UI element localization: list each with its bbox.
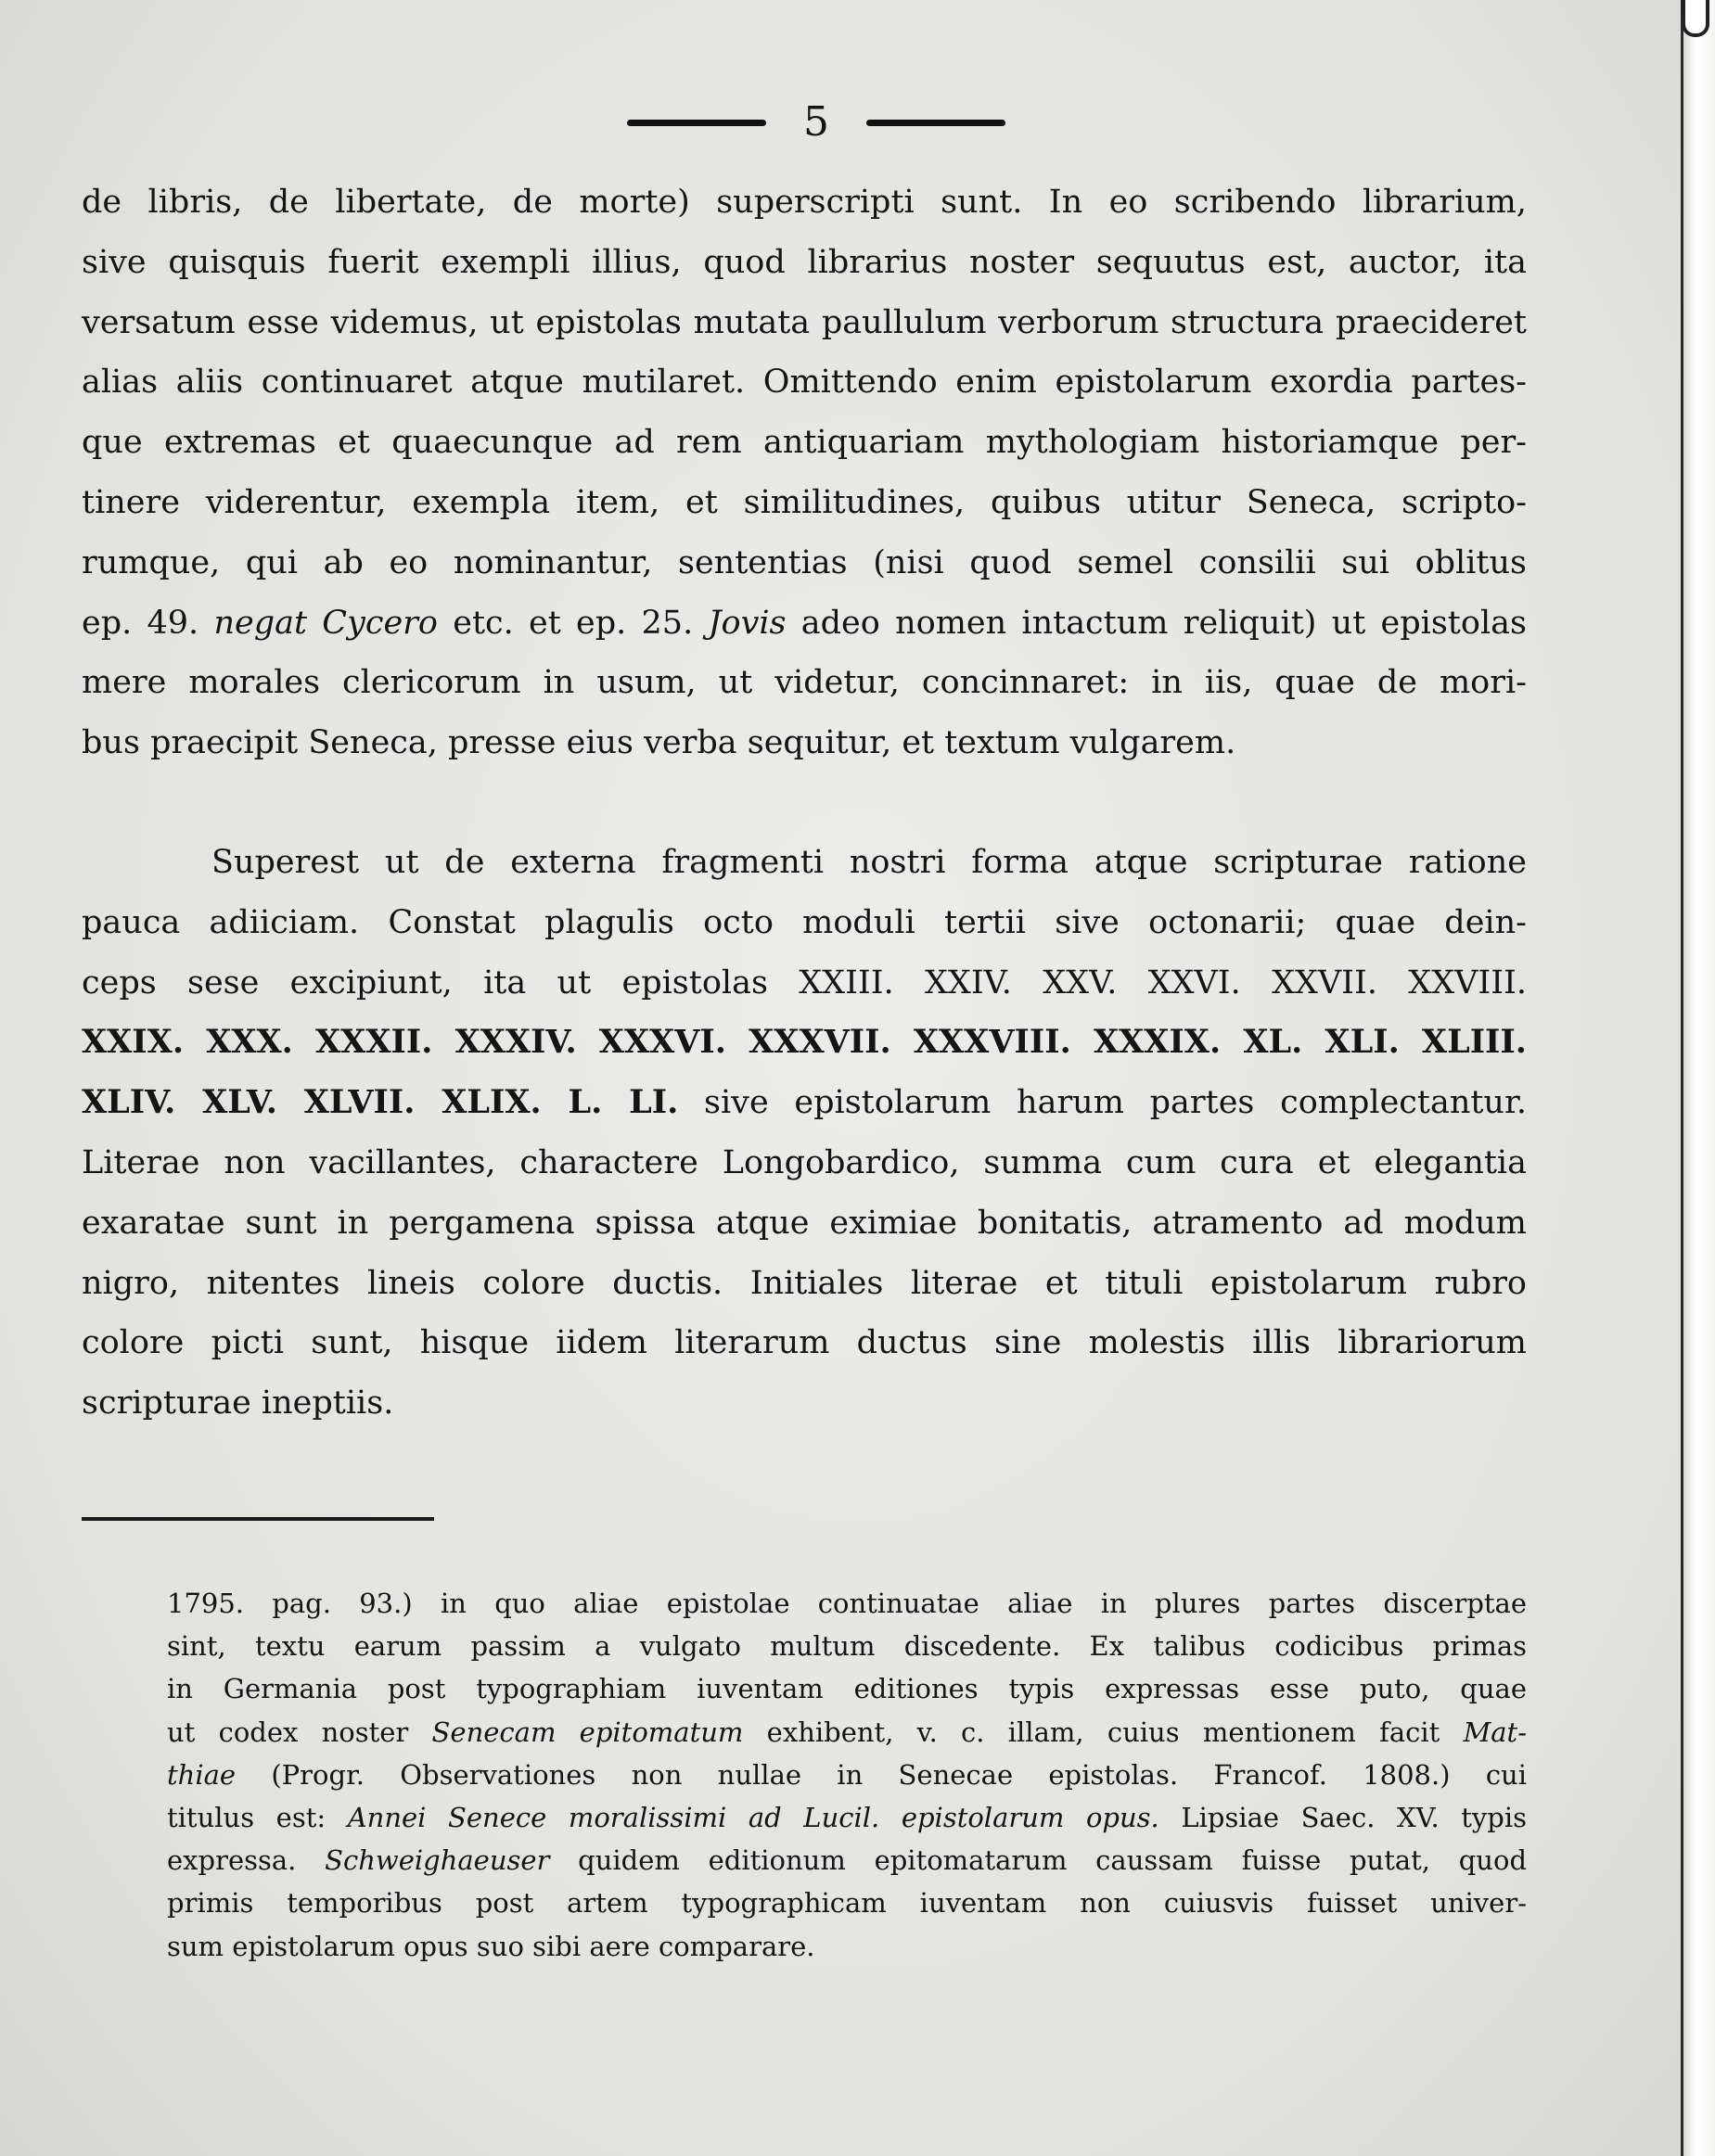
- binding-notch: [1682, 0, 1709, 37]
- text-line: ceps sese excipiunt, ita ut epistolas XXIII. XXIV. XXV. XXVI. XXVII. XXVIII.: [82, 963, 1527, 1001]
- text-span: exhibent, v. c. illam, cuius mentionem facit: [766, 1716, 1440, 1748]
- text-line: bus praecipit Seneca, presse eius verba sequitur, et textum vulgarem.: [82, 724, 1236, 762]
- page-edge: [1681, 0, 1715, 2156]
- header-rule-left: [627, 120, 766, 126]
- footnote-line: 1795. pag. 93.) in quo aliae epistolae continuatae aliae in plures partes discerptae: [167, 1588, 1527, 1619]
- text-line: de libris, de libertate, de morte) superscripti sunt. In eo scribendo librarium,: [82, 184, 1527, 221]
- page-number: 5: [803, 98, 829, 146]
- italic-name: thiae: [167, 1758, 237, 1791]
- header-rule-right: [866, 120, 1005, 126]
- text-line: exaratae sunt in pergamena spissa atque eximiae bonitatis, atramento ad modum: [82, 1204, 1527, 1242]
- text-line: colore picti sunt, hisque iidem literarum ductus sine molestis illis librariorum: [82, 1324, 1527, 1362]
- text-line: [82, 1073, 1527, 1133]
- text-line: que extremas et quaecunque ad rem antiquariam mythologiam historiamque per-: [82, 424, 1527, 462]
- text-span: Lipsiae Saec. XV. typis: [1181, 1801, 1528, 1833]
- text-line: rumque, qui ab eo nominantur, sententias (nisi quod semel consilii sui oblitus: [82, 543, 1527, 581]
- text-line: versatum esse videmus, ut epistolas mutata paullulum verborum structura praecideret: [82, 303, 1527, 341]
- text-line: scripturae ineptiis.: [82, 1384, 394, 1422]
- text-line: [82, 593, 1527, 654]
- text-line: pauca adiiciam. Constat plagulis octo moduli tertii sive octonarii; quae dein-: [82, 903, 1527, 941]
- footnote-line: [167, 1796, 1527, 1839]
- footnote-line: [167, 1754, 1527, 1796]
- page-header: [0, 96, 1632, 148]
- text-line: Superest ut de externa fragmenti nostri forma atque scripturae ratione: [211, 843, 1527, 881]
- footnote: [167, 1582, 1527, 1968]
- italic-name: Schweighaeuser: [325, 1844, 550, 1877]
- text-line: Literae non vacillantes, charactere Longobardico, summa cum cura et elegantia: [82, 1143, 1527, 1181]
- footnote-line: sint, textu earum passim a vulgato multum discedente. Ex talibus codicibus primas: [167, 1630, 1527, 1663]
- text-span: titulus est:: [167, 1801, 326, 1833]
- text-line: alias aliis continuaret atque mutilaret. Omittendo enim epistolarum exordia partes-: [82, 364, 1527, 402]
- epistle-numbers: XLIV. XLV. XLVII. XLIX. L. LI.: [82, 1083, 679, 1122]
- paragraph-gap: [82, 773, 1527, 833]
- footnote-line: sum epistolarum opus suo sibi aere comparare.: [167, 1930, 815, 1962]
- text-line: XXIX. XXX. XXXII. XXXIV. XXXVI. XXXVII. XXXVIII. XXXIX. XL. XLI. XLIII.: [82, 1023, 1527, 1062]
- footnote-rule: [82, 1517, 434, 1521]
- footnote-line: primis temporibus post artem typographicam iuventam non cuiusvis fuisset univer-: [167, 1887, 1527, 1920]
- text-line: nigro, nitentes lineis colore ductis. Initiales literae et tituli epistolarum rubro: [82, 1264, 1527, 1302]
- italic-citation: Jovis: [708, 604, 787, 642]
- italic-name: Mat-: [1463, 1716, 1528, 1748]
- footnote-line: in Germania post typographiam iuventam editiones typis expressas esse puto, quae: [167, 1673, 1527, 1705]
- text-span: expressa.: [167, 1844, 297, 1877]
- italic-title: Senecam epitomatum: [431, 1716, 744, 1748]
- italic-title: Annei Senece moralissimi ad Lucil. epistolarum opus.: [347, 1801, 1159, 1833]
- text-line: tinere viderentur, exempla item, et similitudines, quibus utitur Seneca, scripto-: [82, 483, 1527, 521]
- text-span: ut codex noster: [167, 1716, 409, 1748]
- text-span: sive epistolarum harum partes complectantur.: [704, 1084, 1527, 1122]
- text-line: sive quisquis fuerit exempli illius, quod librarius noster sequutus est, auctor, ita: [82, 243, 1527, 281]
- text-line: mere morales clericorum in usum, ut videtur, concinnaret: in iis, quae de mori-: [82, 664, 1527, 702]
- footnote-line: [167, 1711, 1527, 1754]
- italic-citation: negat Cycero: [213, 604, 438, 642]
- text-span: quidem editionum epitomatarum caussam fuisse putat, quod: [578, 1844, 1528, 1877]
- text-span: etc. et ep. 25.: [453, 604, 694, 642]
- footnote-line: [167, 1839, 1527, 1882]
- main-text: [82, 172, 1527, 1434]
- text-span: ep. 49.: [82, 604, 199, 642]
- text-span: adeo nomen intactum reliquit) ut epistolas: [800, 604, 1527, 642]
- text-span: (Progr. Observationes non nullae in Senecae epistolas. Francof. 1808.) cui: [271, 1758, 1528, 1791]
